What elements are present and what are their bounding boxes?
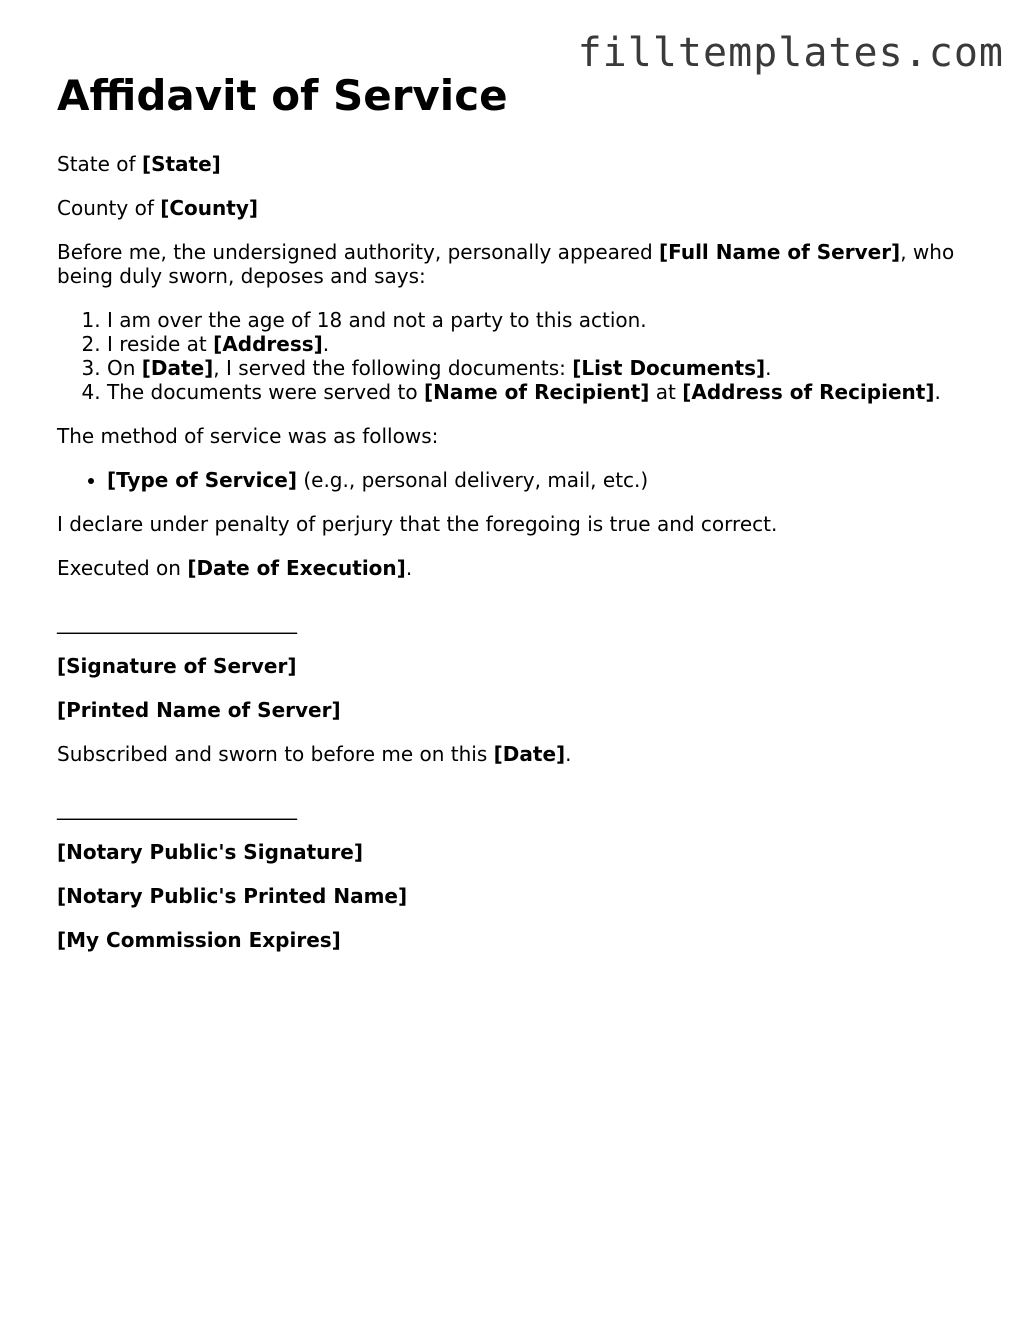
method-list <box>57 468 987 492</box>
watermark: filltemplates.com <box>577 30 1004 76</box>
method-intro: The method of service was as follows: <box>57 424 439 448</box>
documents-placeholder: [List Documents] <box>572 356 766 380</box>
item-text: I reside at <box>107 332 214 356</box>
intro-paragraph <box>57 240 987 288</box>
intro-text-end: , who being duly sworn, deposes and says: <box>57 240 955 288</box>
state-line <box>57 152 987 176</box>
server-printed-label <box>57 698 987 722</box>
item-text: . <box>322 332 330 356</box>
notary-signature-placeholder: [Notary Public's Signature] <box>57 840 363 864</box>
notary-printed-label <box>57 884 987 908</box>
service-type-placeholder: [Type of Service] <box>107 468 297 492</box>
state-label: State of <box>57 152 142 176</box>
subscribed-line <box>57 742 987 766</box>
address-placeholder: [Address] <box>213 332 323 356</box>
page-title: Affidavit of Service <box>57 71 508 120</box>
county-line <box>57 196 987 220</box>
item-text: The documents were served to <box>107 380 424 404</box>
server-signature-line: ________________________ <box>57 610 297 634</box>
recipient-name-placeholder: [Name of Recipient] <box>423 380 650 404</box>
subscribed-end: . <box>565 742 572 766</box>
item-text: . <box>934 380 941 404</box>
item-text: . <box>765 356 772 380</box>
statements-list <box>57 308 987 404</box>
executed-label: Executed on <box>57 556 188 580</box>
item-text: at <box>649 380 683 404</box>
recipient-address-placeholder: [Address of Recipient] <box>682 380 935 404</box>
executed-end: . <box>405 556 413 580</box>
county-placeholder: [County] <box>160 196 259 220</box>
notary-signature-line: ________________________ <box>57 796 297 820</box>
service-examples: (e.g., personal delivery, mail, etc.) <box>296 468 649 492</box>
item-text: I am over the age of 18 and not a party to this action. <box>107 308 647 332</box>
declaration: I declare under penalty of perjury that the foregoing is true and correct. <box>57 512 778 536</box>
commission-label <box>57 928 987 952</box>
date-placeholder: [Date] <box>141 356 214 380</box>
list-item <box>107 356 987 380</box>
subscribed-label: Subscribed and sworn to before me on this <box>57 742 494 766</box>
list-item <box>107 308 987 332</box>
notary-printed-placeholder: [Notary Public's Printed Name] <box>57 884 408 908</box>
server-signature-label <box>57 654 987 678</box>
execution-date-placeholder: [Date of Execution] <box>187 556 406 580</box>
intro-text: Before me, the undersigned authority, personally appeared <box>57 240 660 264</box>
county-label: County of <box>57 196 161 220</box>
server-name-placeholder: [Full Name of Server] <box>659 240 901 264</box>
list-item <box>107 380 987 404</box>
server-printed-placeholder: [Printed Name of Server] <box>57 698 341 722</box>
item-text: , I served the following documents: <box>213 356 573 380</box>
state-placeholder: [State] <box>141 152 221 176</box>
subscribed-date-placeholder: [Date] <box>493 742 566 766</box>
document-body <box>57 70 987 972</box>
item-text: On <box>107 356 142 380</box>
list-item <box>107 468 987 492</box>
notary-signature-label <box>57 840 987 864</box>
commission-placeholder: [My Commission Expires] <box>57 928 341 952</box>
list-item <box>107 332 987 356</box>
server-signature-placeholder: [Signature of Server] <box>57 654 297 678</box>
executed-line <box>57 556 987 580</box>
